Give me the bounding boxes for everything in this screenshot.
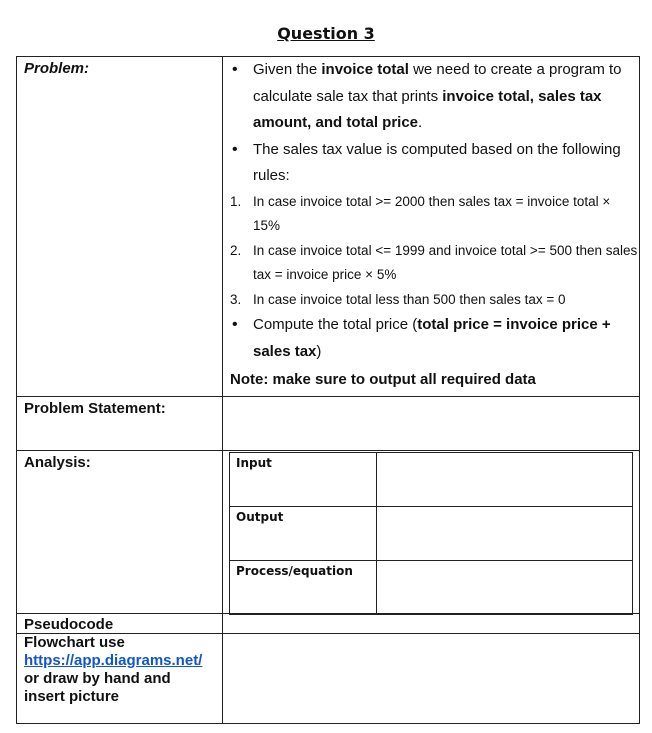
analysis-label: Analysis: <box>24 454 91 471</box>
bullet-icon: • <box>232 316 238 333</box>
bullet-item: • Given the invoice total we need to create a program to calculate sale tax that prints invoice total, sales tax amount, and total price. <box>229 57 639 137</box>
note-text: Note: make sure to output all required data <box>230 371 536 388</box>
input-label: Input <box>236 456 272 470</box>
flowchart-label: Flowchart use <box>24 634 125 651</box>
pseudocode-label: Pseudocode <box>24 616 114 633</box>
analysis-column-divider <box>376 453 377 614</box>
numbered-rule: 2. In case invoice total <= 1999 and invoice total >= 500 then sales tax = invoice price × 5% <box>230 242 638 282</box>
question-table <box>16 56 640 724</box>
analysis-row-divider <box>230 506 632 507</box>
page-title: Question 3 <box>277 24 375 43</box>
bullet-icon: • <box>232 61 238 78</box>
flowchart-instructions <box>24 634 202 706</box>
numbered-rule: 1. In case invoice total >= 2000 then sales tax = invoice total × 15% <box>230 193 611 233</box>
flowchart-label: insert picture <box>24 688 120 705</box>
analysis-row-divider <box>230 560 632 561</box>
row-divider <box>17 450 639 451</box>
row-divider <box>17 396 639 397</box>
process-equation-label: Process/equation <box>236 564 353 578</box>
column-divider <box>222 57 223 723</box>
numbered-rule: 3. In case invoice total less than 500 then sales tax = 0 <box>230 291 566 307</box>
problem-statement-label: Problem Statement: <box>24 400 166 417</box>
bullet-icon: • <box>232 140 238 158</box>
analysis-table <box>229 452 633 615</box>
diagrams-link[interactable]: https://app.diagrams.net/ <box>24 652 203 669</box>
output-label: Output <box>236 510 284 524</box>
bullet-item: • Compute the total price (total price = invoice price + sales tax) <box>229 312 639 365</box>
flowchart-label: or draw by hand and <box>24 670 171 687</box>
problem-description <box>229 57 639 393</box>
bullet-item: • The sales tax value is computed based on the following rules: <box>229 137 639 190</box>
problem-label: Problem: <box>24 60 90 77</box>
